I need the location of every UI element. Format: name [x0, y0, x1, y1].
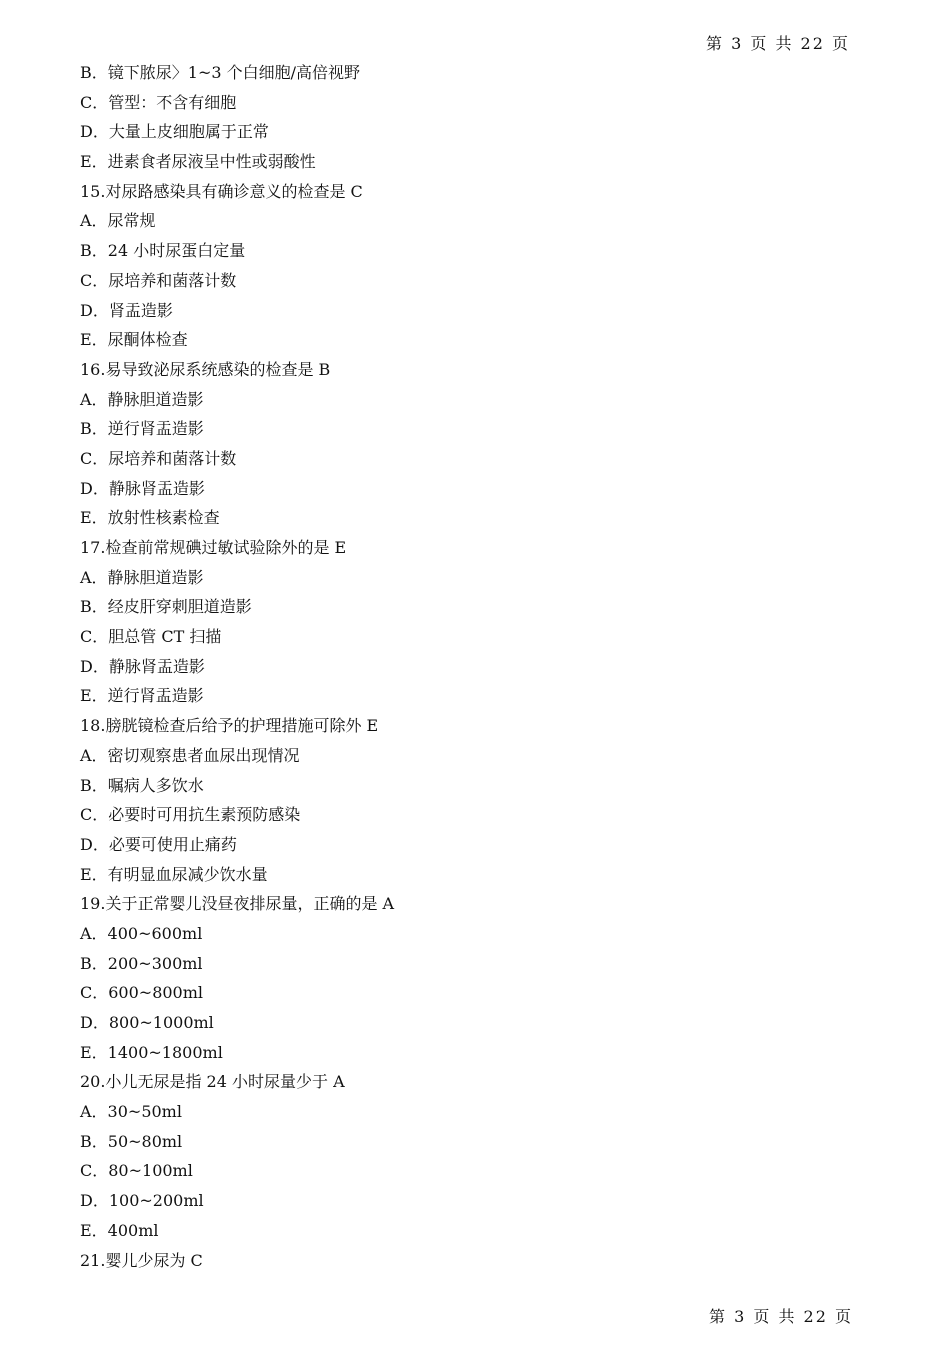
- option-16-c: C．尿培养和菌落计数: [80, 448, 237, 468]
- question-20: 20.小儿无尿是指 24 小时尿量少于 A: [80, 1072, 345, 1092]
- option-19-e: E．1400~1800ml: [80, 1042, 223, 1062]
- option-14-c: C．管型：不含有细胞: [80, 92, 237, 112]
- option-14-e: E．进素食者尿液呈中性或弱酸性: [80, 152, 316, 172]
- option-19-a: A．400~600ml: [80, 923, 203, 943]
- document-body: [80, 58, 880, 1275]
- question-21: 21.婴儿少尿为 C: [80, 1250, 203, 1270]
- option-19-d: D．800~1000ml: [80, 1013, 214, 1032]
- option-15-d: D．肾盂造影: [80, 300, 173, 320]
- option-16-b: B．逆行肾盂造影: [80, 419, 204, 439]
- question-18: 18.膀胱镜检查后给予的护理措施可除外 E: [80, 716, 379, 736]
- option-17-b: B．经皮肝穿刺胆道造影: [80, 597, 252, 617]
- option-20-d: D．100~200ml: [80, 1191, 204, 1211]
- page-header: 第 3 页 共 22 页: [706, 34, 850, 53]
- option-15-c: C．尿培养和菌落计数: [80, 270, 237, 290]
- option-20-b: B．50~80ml: [80, 1131, 183, 1151]
- question-19: 19.关于正常婴儿没昼夜排尿量，正确的是 A: [80, 894, 395, 914]
- option-15-b: B．24 小时尿蛋白定量: [80, 241, 246, 261]
- question-17: 17.检查前常规碘过敏试验除外的是 E: [80, 538, 347, 557]
- option-20-c: C．80~100ml: [80, 1161, 193, 1181]
- option-19-c: C．600~800ml: [80, 983, 204, 1003]
- option-19-b: B．200~300ml: [80, 953, 203, 973]
- option-16-e: E．放射性核素检查: [80, 508, 220, 528]
- option-18-e: E．有明显血尿减少饮水量: [80, 864, 268, 884]
- option-17-a: A．静脉胆道造影: [80, 567, 204, 587]
- option-18-c: C．必要时可用抗生素预防感染: [80, 805, 301, 825]
- question-16: 16.易导致泌尿系统感染的检查是 B: [80, 359, 331, 379]
- option-15-a: A．尿常规: [80, 211, 156, 231]
- option-15-e: E．尿酮体检查: [80, 330, 188, 350]
- option-20-a: A．30~50ml: [80, 1102, 182, 1122]
- option-14-d: D．大量上皮细胞属于正常: [80, 122, 269, 142]
- page-footer: 第 3 页 共 22 页: [709, 1307, 853, 1326]
- option-14-b: B．镜下脓尿〉1~3 个白细胞/高倍视野: [80, 63, 361, 82]
- option-16-d: D．静脉肾盂造影: [80, 478, 205, 498]
- option-16-a: A．静脉胆道造影: [80, 389, 204, 409]
- option-18-b: B．嘱病人多饮水: [80, 775, 204, 795]
- option-20-e: E．400ml: [80, 1220, 159, 1240]
- option-17-e: E．逆行肾盂造影: [80, 686, 204, 706]
- question-15: 15.对尿路感染具有确诊意义的检查是 C: [80, 181, 363, 201]
- option-17-c: C．胆总管 CT 扫描: [80, 627, 222, 647]
- option-18-a: A．密切观察患者血尿出现情况: [80, 745, 300, 765]
- option-18-d: D．必要可使用止痛药: [80, 834, 237, 854]
- option-17-d: D．静脉肾盂造影: [80, 656, 205, 676]
